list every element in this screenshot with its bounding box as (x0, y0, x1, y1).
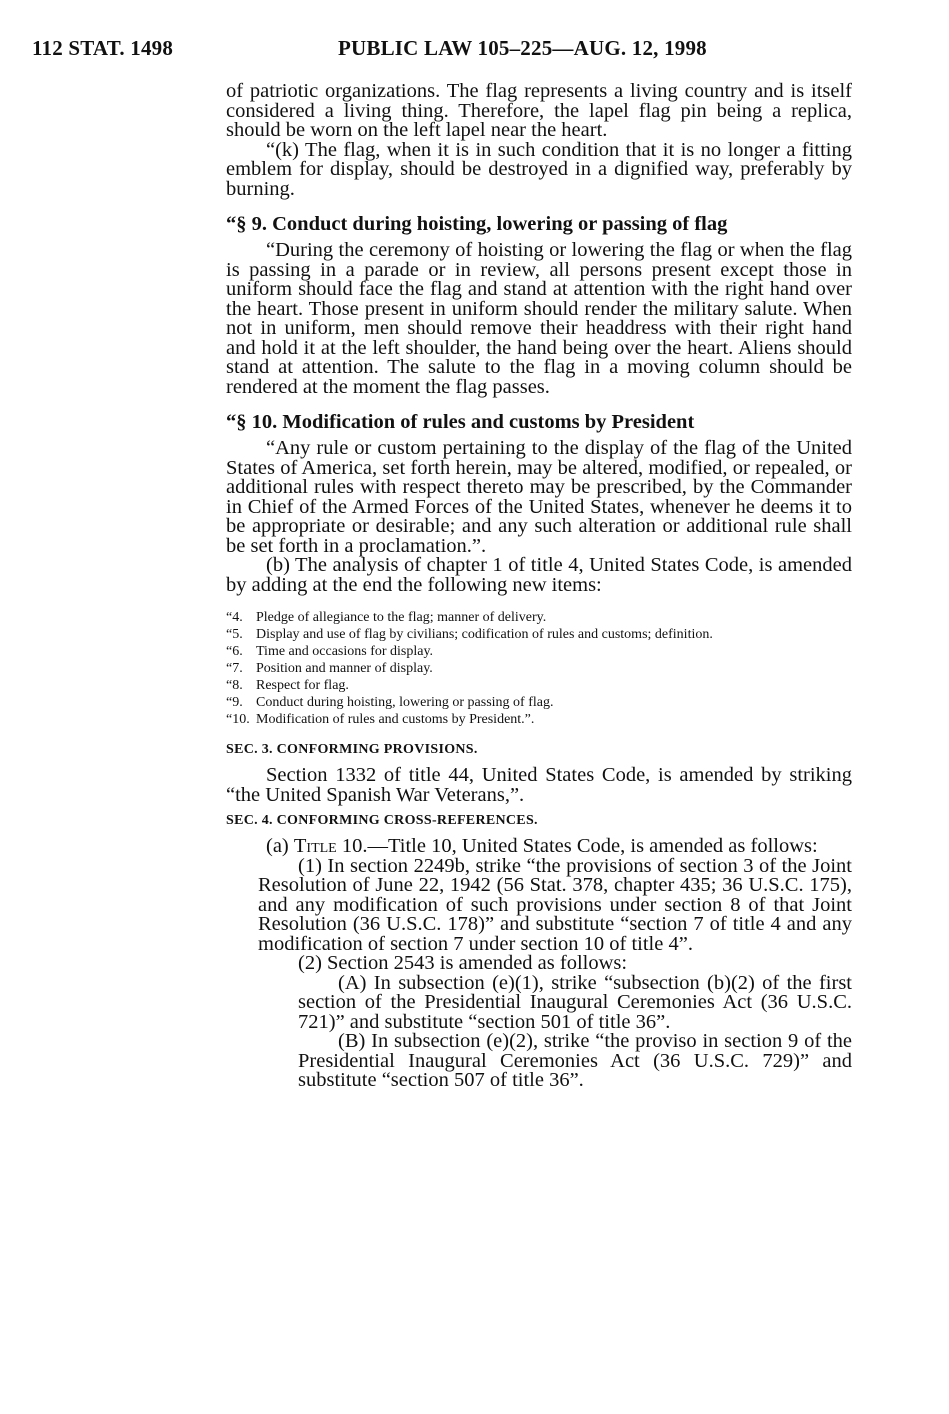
analysis-item (226, 694, 852, 711)
section-3-text: Section 1332 of title 44, United States Code, is amended by striking “the United Spanish War Veterans,”. (226, 764, 852, 806)
section-4-caption: SEC. 4. CONFORMING CROSS-REFERENCES. (226, 813, 538, 828)
analysis-item-number: “5. (226, 627, 243, 642)
analysis-item-number: “8. (226, 678, 243, 693)
subsection-a-text: 10.—Title 10, United States Code, is amended as follows: (336, 835, 818, 857)
analysis-item-number: “10. (226, 712, 250, 727)
analysis-item-text: Display and use of flag by civilians; codification of rules and customs; definition. (256, 627, 713, 642)
subsection-a-label: (a) (266, 835, 294, 857)
document-body (226, 82, 852, 1091)
section-10-text: “Any rule or custom pertaining to the display of the flag of the United States of America, set forth herein, may be altered, modified, or repealed, or additional rules with respect thereto may be prescribed, by the Commander in Chief of the Armed Forces of the United States, whenever he deems it to be appropriate or desirable; and any such alteration or additional rule shall be set forth in a proclamation.”. (226, 437, 852, 557)
section-9-heading: “§ 9. Conduct during hoisting, lowering or passing of flag (226, 213, 728, 235)
analysis-item (226, 626, 852, 643)
analysis-item-number: “7. (226, 661, 243, 676)
analysis-item-text: Pledge of allegiance to the flag; manner of delivery. (256, 610, 547, 625)
section-9-text: “During the ceremony of hoisting or lowering the flag or when the flag is passing in a parade or in review, all persons present except those in uniform should face the flag and stand at attention with the right hand over the heart. Those present in uniform should render the military salute. When not in uniform, men should remove their headdress with their right hand and hold it at the left shoulder, the hand being over the heart. Aliens should stand at attention. The salute to the flag in a moving column should be rendered at the moment the flag passes. (226, 239, 852, 398)
analysis-item-text: Position and manner of display. (256, 661, 433, 676)
analysis-item (226, 609, 852, 626)
paragraph-k: “(k) The flag, when it is in such condition that it is no longer a fitting emblem for display, should be destroyed in a dignified way, preferably by burning. (226, 138, 852, 200)
public-law-citation: PUBLIC LAW 105–225—AUG. 12, 1998 (338, 36, 707, 60)
analysis-item-text: Modification of rules and customs by President.”. (256, 712, 535, 727)
section-3-caption: SEC. 3. CONFORMING PROVISIONS. (226, 742, 478, 757)
analysis-item (226, 643, 852, 660)
analysis-item-text: Conduct during hoisting, lowering or passing of flag. (256, 695, 554, 710)
analysis-item (226, 711, 852, 728)
subparagraph-A: (A) In subsection (e)(1), strike “subsection (b)(2) of the first section of the Presidential Inaugural Ceremonies Act (36 U.S.C. 721)” and substitute “section 501 of title 36”. (298, 971, 852, 1033)
statute-page-number: 112 STAT. 1498 (32, 36, 174, 60)
continuation-paragraph: of patriotic organizations. The flag represents a living country and is itself considered a living thing. Therefore, the lapel flag pin being a replica, should be worn on the left lapel near the heart. (226, 80, 852, 141)
paragraph-1: (1) In section 2249b, strike “the provisions of section 3 of the Joint Resolution of June 22, 1942 (56 Stat. 378, chapter 435; 36 U.S.C. 175), and any modification of such provisions under section 8 of that Joint Resolution (36 U.S.C. 178)” and substitute “section 7 of title 4 and any modification of section 7 under section 10 of title 4”. (258, 854, 852, 955)
analysis-item-text: Respect for flag. (256, 678, 349, 693)
analysis-item-number: “4. (226, 610, 243, 625)
subsection-a-title: Title (293, 835, 337, 857)
analysis-item-number: “9. (226, 695, 243, 710)
subparagraph-B: (B) In subsection (e)(2), strike “the proviso in section 9 of the Presidential Inaugural Ceremonies Act (36 U.S.C. 729)” and substitute “section 507 of title 36”. (298, 1030, 852, 1091)
chapter-analysis-items (226, 609, 852, 728)
paragraph-b: (b) The analysis of chapter 1 of title 4, United States Code, is amended by adding at the end the following new items: (226, 554, 852, 596)
analysis-item (226, 660, 852, 677)
analysis-item (226, 677, 852, 694)
paragraph-2: (2) Section 2543 is amended as follows: (298, 952, 628, 974)
section-4-subsection-a (226, 837, 852, 857)
analysis-item-number: “6. (226, 644, 243, 659)
analysis-item-text: Time and occasions for display. (256, 644, 434, 659)
section-10-heading: “§ 10. Modification of rules and customs by President (226, 411, 695, 433)
